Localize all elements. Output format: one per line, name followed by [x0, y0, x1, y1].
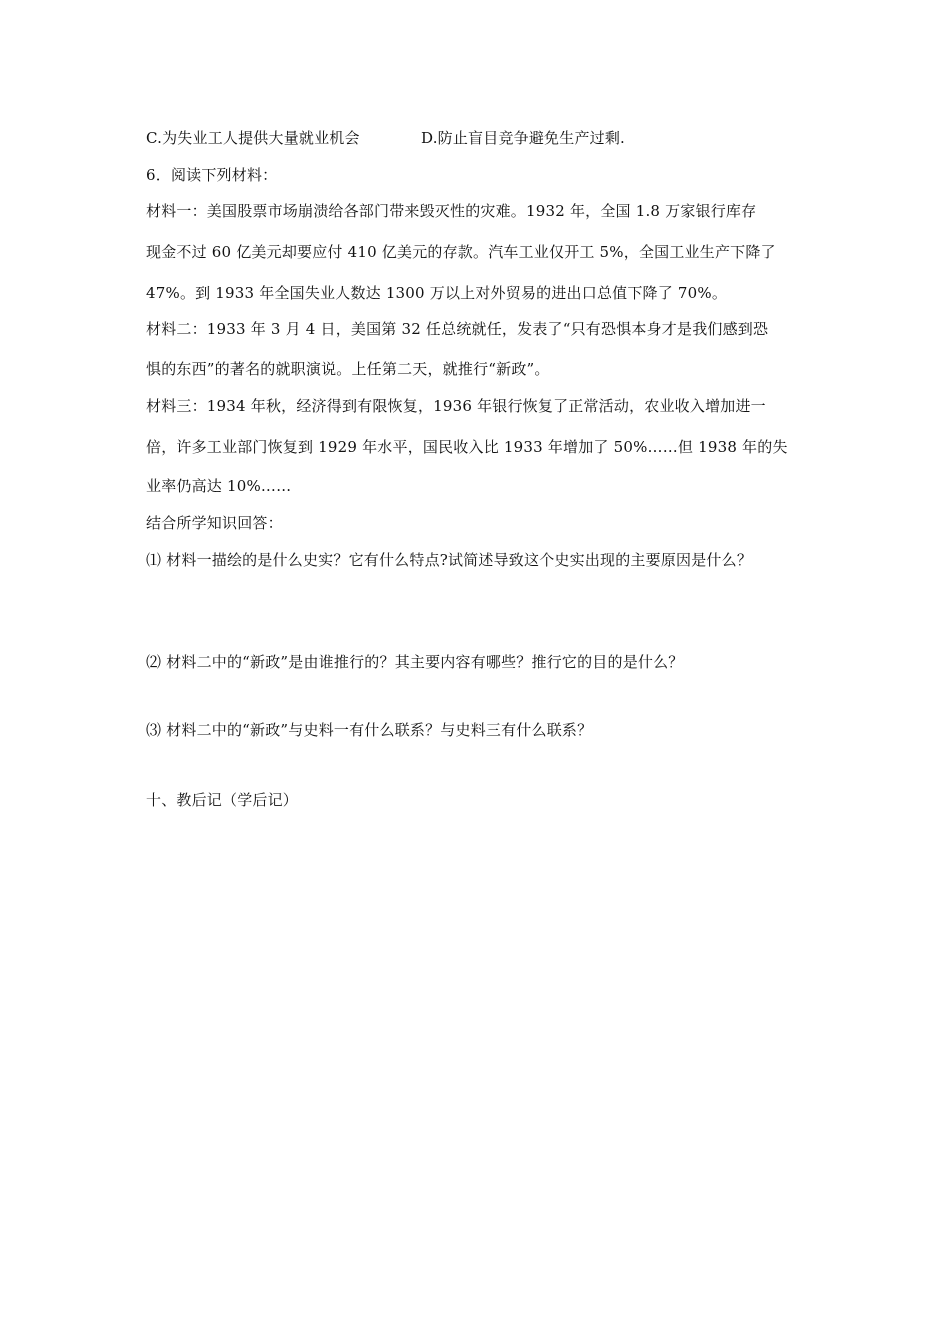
question-6-heading: 6．阅读下列材料：: [146, 166, 278, 184]
material-1-line-2: 现金不过 60 亿美元却要应付 410 亿美元的存款。汽车工业仅开工 5%，全国工业生产下降了: [146, 243, 776, 261]
option-c: C.为失业工人提供大量就业机会: [146, 129, 360, 147]
sub-question-1: ⑴ 材料一描绘的是什么史实？它有什么特点?试简述导致这个史实出现的主要原因是什么？: [146, 551, 753, 569]
material-1-line-3: 47%。到 1933 年全国失业人数达 1300 万以上对外贸易的进出口总值下降了 70%。: [146, 284, 728, 302]
sub-question-2: ⑵ 材料二中的“新政”是由谁推行的？其主要内容有哪些？推行它的目的是什么？: [146, 653, 684, 671]
material-3-line-2: 倍，许多工业部门恢复到 1929 年水平，国民收入比 1933 年增加了 50%……但 1938 年的失: [146, 438, 788, 456]
option-d: D.防止盲目竞争避免生产过剩.: [421, 129, 626, 147]
sub-question-3: ⑶ 材料二中的“新政”与史料一有什么联系？与史料三有什么联系？: [146, 721, 593, 739]
instruction-text: 结合所学知识回答：: [146, 514, 283, 532]
section-10-heading: 十、教后记（学后记）: [146, 791, 299, 809]
material-2-line-1: 材料二：1933 年 3 月 4 日，美国第 32 任总统就任，发表了“只有恐惧本身才是我们感到恐: [146, 320, 769, 338]
material-3-line-1: 材料三：1934 年秋，经济得到有限恢复，1936 年银行恢复了正常活动，农业收入增加进一: [146, 397, 766, 415]
material-3-line-3: 业率仍高达 10%……: [146, 477, 292, 495]
material-2-line-2: 惧的东西”的著名的就职演说。上任第二天，就推行“新政”。: [146, 360, 550, 378]
options-line: [146, 128, 826, 148]
material-1-line-1: 材料一：美国股票市场崩溃给各部门带来毁灭性的灾难。1932 年，全国 1.8 万家银行库存: [146, 202, 757, 220]
